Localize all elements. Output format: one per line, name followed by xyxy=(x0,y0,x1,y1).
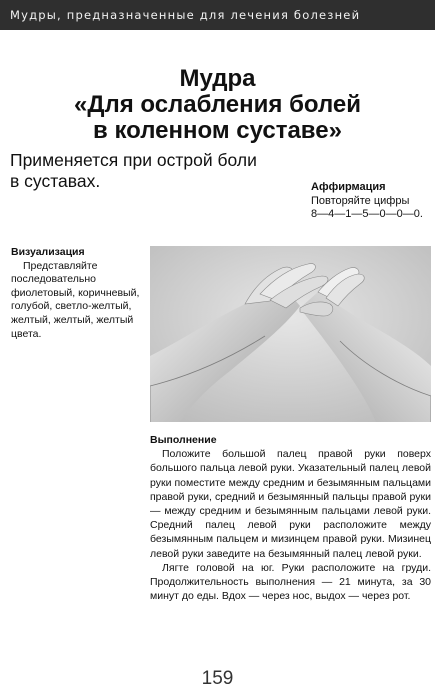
visualization-heading: Визуализация xyxy=(11,246,85,258)
affirmation-heading: Аффирмация xyxy=(311,181,386,193)
running-header: Мудры, предназначенные для лечения болезней xyxy=(0,0,435,30)
title-line-2: «Для ослабления болей xyxy=(74,91,361,118)
hands-mudra-photo xyxy=(150,246,431,422)
execution-paragraph-1: Положите большой палец правой руки поверх большого пальца левой руки. Указательный палец левой руки поместите между средним и безымянным пальцами правой руки, средний и безымянный пальцы правой руки — между средним и безымянным пальцами левой руки. Средний палец левой руки расположите между безымянным пальцем и мизинцем правой руки. Мизинец левой руки заведите на безымянный палец левой руки. xyxy=(150,448,431,560)
affirmation-line-2: 8—4—1—5—0—0—0. xyxy=(311,208,423,220)
page-number: 159 xyxy=(201,668,234,689)
title-line-3: в коленном суставе» xyxy=(93,117,342,144)
visualization-text: Представляйте последовательно фиолетовый, коричневый, голубой, светло-желтый, желтый, желтый, желтый цвета. xyxy=(11,259,140,340)
subtitle-line-1: Применяется при острой боли xyxy=(10,150,257,170)
visualization-block xyxy=(11,246,141,341)
execution-block xyxy=(150,433,431,603)
affirmation-line-1: Повторяйте цифры xyxy=(311,194,410,207)
subtitle-line-2: в суставах. xyxy=(10,171,101,191)
page-title xyxy=(0,66,435,144)
affirmation-block xyxy=(311,181,433,222)
hands-illustration xyxy=(150,246,431,422)
title-line-1: Мудра xyxy=(179,65,256,92)
execution-heading: Выполнение xyxy=(150,434,217,446)
execution-paragraph-2: Лягте головой на юг. Руки расположите на груди. Продолжительность выполнения — 21 минута, за 30 минут до еды. Вдох — через нос, выдох — через рот. xyxy=(150,561,431,603)
subtitle xyxy=(10,150,310,192)
